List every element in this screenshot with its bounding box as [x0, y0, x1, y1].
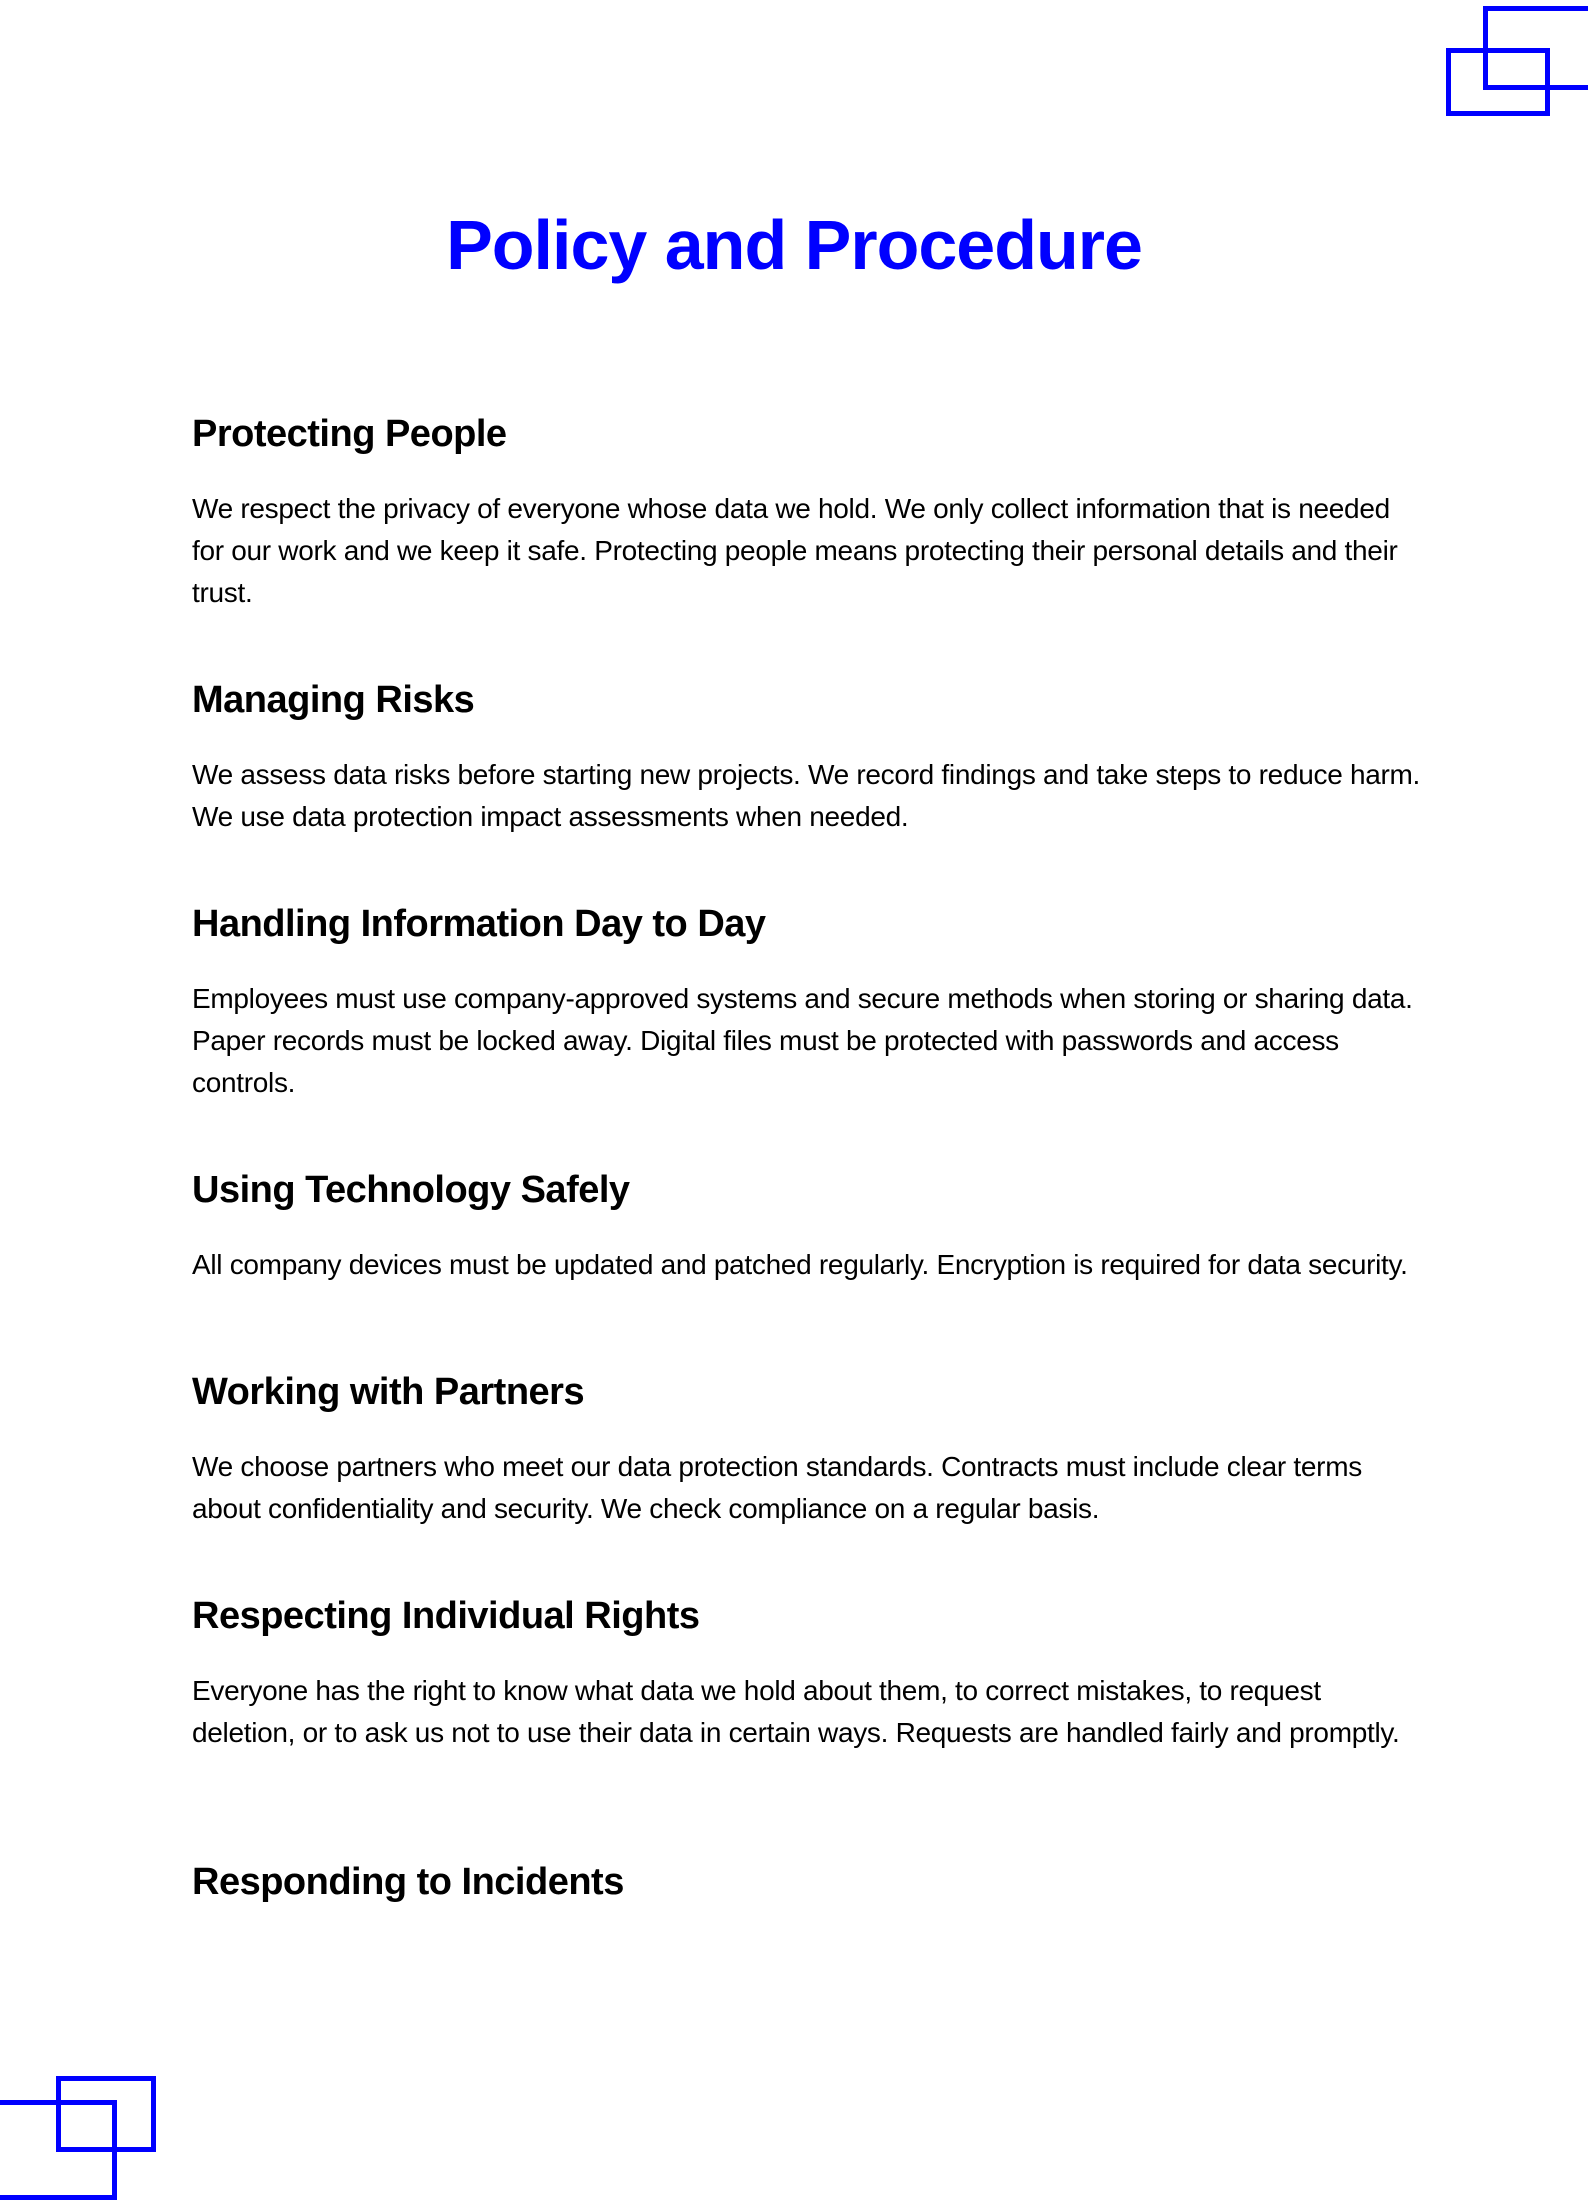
section-heading: Respecting Individual Rights [192, 1595, 700, 1637]
section-respecting-rights [192, 1592, 1422, 1754]
section-heading: Protecting People [192, 413, 507, 455]
section-heading: Working with Partners [192, 1371, 585, 1413]
section-handling-information [192, 900, 1422, 1104]
section-heading: Responding to Incidents [192, 1861, 624, 1903]
section-managing-risks [192, 676, 1422, 838]
section-body: Everyone has the right to know what data we hold about them, to correct mistakes, to request deletion, or to ask us not to use their data in certain ways. Requests are handled fairly and promptly. [192, 1675, 1400, 1748]
decorative-square-top-front [1446, 48, 1550, 116]
section-protecting-people [192, 410, 1422, 614]
section-body: We respect the privacy of everyone whose data we hold. We only collect information that is needed for our work and we keep it safe. Protecting people means protecting their personal details and their trust. [192, 493, 1398, 608]
section-heading: Handling Information Day to Day [192, 903, 766, 945]
section-heading: Using Technology Safely [192, 1169, 630, 1211]
decorative-square-bottom-front [56, 2076, 156, 2152]
section-body: All company devices must be updated and patched regularly. Encryption is required for data security. [192, 1249, 1408, 1280]
section-using-technology [192, 1166, 1422, 1306]
section-body: We assess data risks before starting new projects. We record findings and take steps to reduce harm. We use data protection impact assessments when needed. [192, 759, 1421, 832]
section-working-with-partners [192, 1368, 1422, 1530]
section-heading: Managing Risks [192, 679, 475, 721]
document-title: Policy and Procedure [446, 206, 1142, 284]
section-body: Employees must use company-approved systems and secure methods when storing or sharing data. Paper records must be locked away. Digital files must be protected with passwords and access controls. [192, 983, 1413, 1098]
section-body: We choose partners who meet our data protection standards. Contracts must include clear terms about confidentiality and security. We check compliance on a regular basis. [192, 1451, 1362, 1524]
section-responding-to-incidents [192, 1858, 1422, 1906]
